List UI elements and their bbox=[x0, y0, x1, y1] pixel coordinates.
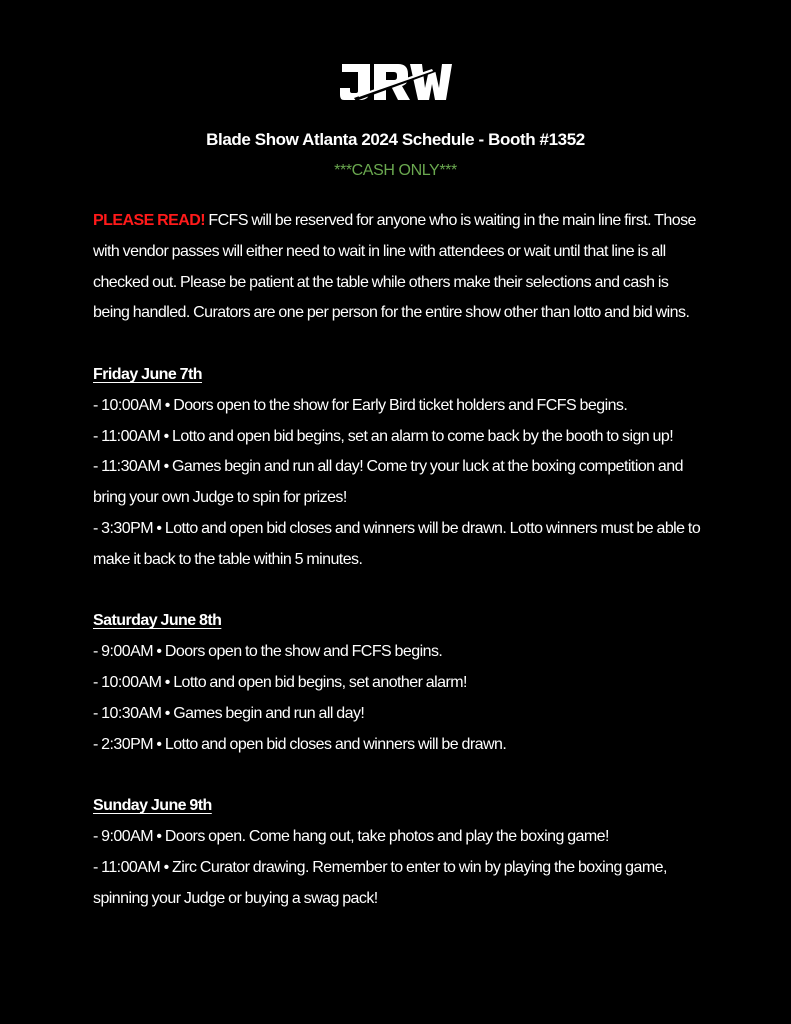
day-section-friday bbox=[93, 360, 705, 576]
schedule-item: - 10:00AM • Doors open to the show for Early Bird ticket holders and FCFS begins. bbox=[93, 396, 628, 414]
schedule-item: - 10:30AM • Games begin and run all day! bbox=[93, 704, 365, 722]
schedule-item: - 3:30PM • Lotto and open bid closes and winners will be drawn. Lotto winners must be able to make it back to the table within 5 minutes. bbox=[93, 519, 701, 568]
schedule-item: - 2:30PM • Lotto and open bid closes and winners will be drawn. bbox=[93, 735, 507, 753]
day-section-saturday bbox=[93, 606, 705, 760]
notice-paragraph bbox=[93, 206, 705, 329]
cash-only-note: ***CASH ONLY*** bbox=[334, 162, 457, 179]
day-section-sunday bbox=[93, 791, 705, 914]
schedule-item: - 11:00AM • Lotto and open bid begins, set an alarm to come back by the booth to sign up! bbox=[93, 427, 674, 445]
schedule-item: - 9:00AM • Doors open. Come hang out, take photos and play the boxing game! bbox=[93, 827, 609, 845]
schedule-title: Blade Show Atlanta 2024 Schedule - Booth #1352 bbox=[206, 130, 585, 149]
please-read-label: PLEASE READ! bbox=[93, 212, 206, 229]
jrw-logo bbox=[340, 62, 452, 102]
day-heading: Saturday June 8th bbox=[93, 612, 222, 630]
spacer bbox=[93, 329, 705, 360]
schedule-item: - 9:00AM • Doors open to the show and FCFS begins. bbox=[93, 643, 443, 661]
schedule-body bbox=[93, 206, 705, 914]
schedule-item: - 11:30AM • Games begin and run all day! Come try your luck at the boxing competition and bring your own Judge to spin for prizes! bbox=[93, 458, 683, 507]
day-heading: Sunday June 9th bbox=[93, 797, 212, 815]
schedule-item: - 10:00AM • Lotto and open bid begins, set another alarm! bbox=[93, 673, 467, 691]
schedule-item: - 11:00AM • Zirc Curator drawing. Remember to enter to win by playing the boxing game, spinning your Judge or buying a swag pack! bbox=[93, 858, 667, 907]
notice-text: FCFS will be reserved for anyone who is waiting in the main line first. Those with vendor passes will either need to wait in line with attendees or wait until that line is all checked out. Please be patient at the table while others make their selections and cash is being handled. Curators are one per person for the entire show other than lotto and bid wins. bbox=[93, 212, 696, 322]
spacer bbox=[93, 576, 705, 607]
day-heading: Friday June 7th bbox=[93, 365, 203, 383]
spacer bbox=[93, 760, 705, 791]
